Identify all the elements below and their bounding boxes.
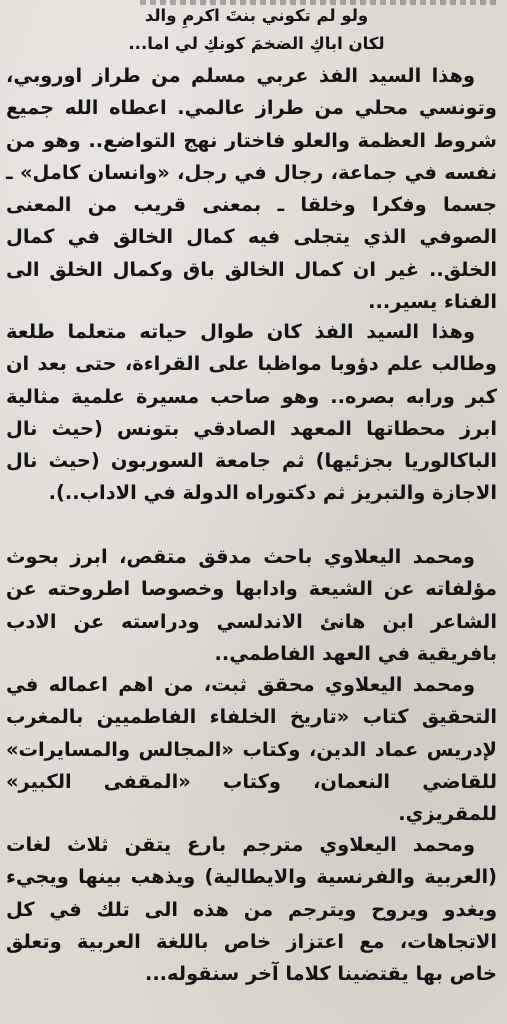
paragraph-2-text: وهذا السيد الفذ كان طوال حياته متعلما طلعة وطالب علم دؤوبا مواظبا على القراءة، حتى بعد ان كبر ورابه بصره.. وهو صاحب مسيرة علمية مثالية ابرز محطاتها المعهد الصادقي بتونس (حيث نال الباكالوريا بجزئيها) ثم جامعة السوربون (حيث نال الاجازة والتبريز ثم دكتوراه الدولة في الاداب..). <box>6 320 497 505</box>
paragraph-1-text: وهذا السيد الفذ عربي مسلم من طراز اوروبي، وتونسي محلي من طراز عالمي. اعطاه الله جميع شروط العظمة والعلو فاختار نهج التواضع.. وهو من نفسه في جماعة، رجال في رجل، «وانسان كامل» ـ جسما وفكرا وخلقا ـ بمعنى قريب من المعنى الصوفي الذي يتجلى فيه كمال الخالق في كمال الخلق.. غير ان كمال الخالق باق وكمال الخلق الى الفناء يسير... <box>6 64 497 314</box>
paragraph-3 <box>6 541 497 670</box>
paragraph-2 <box>6 316 497 510</box>
paragraph-4 <box>6 669 497 830</box>
paragraph-1 <box>6 60 497 318</box>
article-column <box>6 0 497 1024</box>
poem-verse-1: ولو لم تكوني بنتَ اكرمِ والد <box>144 6 369 25</box>
paragraph-4-text: ومحمد اليعلاوي محقق ثبت، من اهم اعماله في التحقيق كتاب «تاريخ الخلفاء الفاطميين بالمغرب لإدريس عماد الدين، وكتاب «المجالس والمسايرات» للقاضي النعمان، وكتاب «المقفى الكبير» للمقريزي. <box>6 673 497 826</box>
paragraph-5 <box>6 829 497 990</box>
paragraph-5-text: ومحمد اليعلاوي مترجم بارع يتقن ثلاث لغات (العربية والفرنسية والايطالية) ويذهب بينها ويجيء ويغدو ويروح ويترجم من هذه الى تلك في كل الاتجاهات، مع اعتزاز خاص باللغة العربية وتعلق خاص بها يقتضينا كلاما آخر سنقوله... <box>6 833 497 986</box>
poem-verse-2: لكان اباكِ الضخمَ كونكِ لي اما... <box>128 34 385 53</box>
paragraph-3-text: ومحمد اليعلاوي باحث مدقق متقص، ابرز بحوث مؤلفاته عن الشيعة وادابها وخصوصا اطروحته عن الشاعر ابن هانئ الاندلسي ودراسته عن الادب بافريقية في العهد الفاطمي.. <box>6 545 497 665</box>
